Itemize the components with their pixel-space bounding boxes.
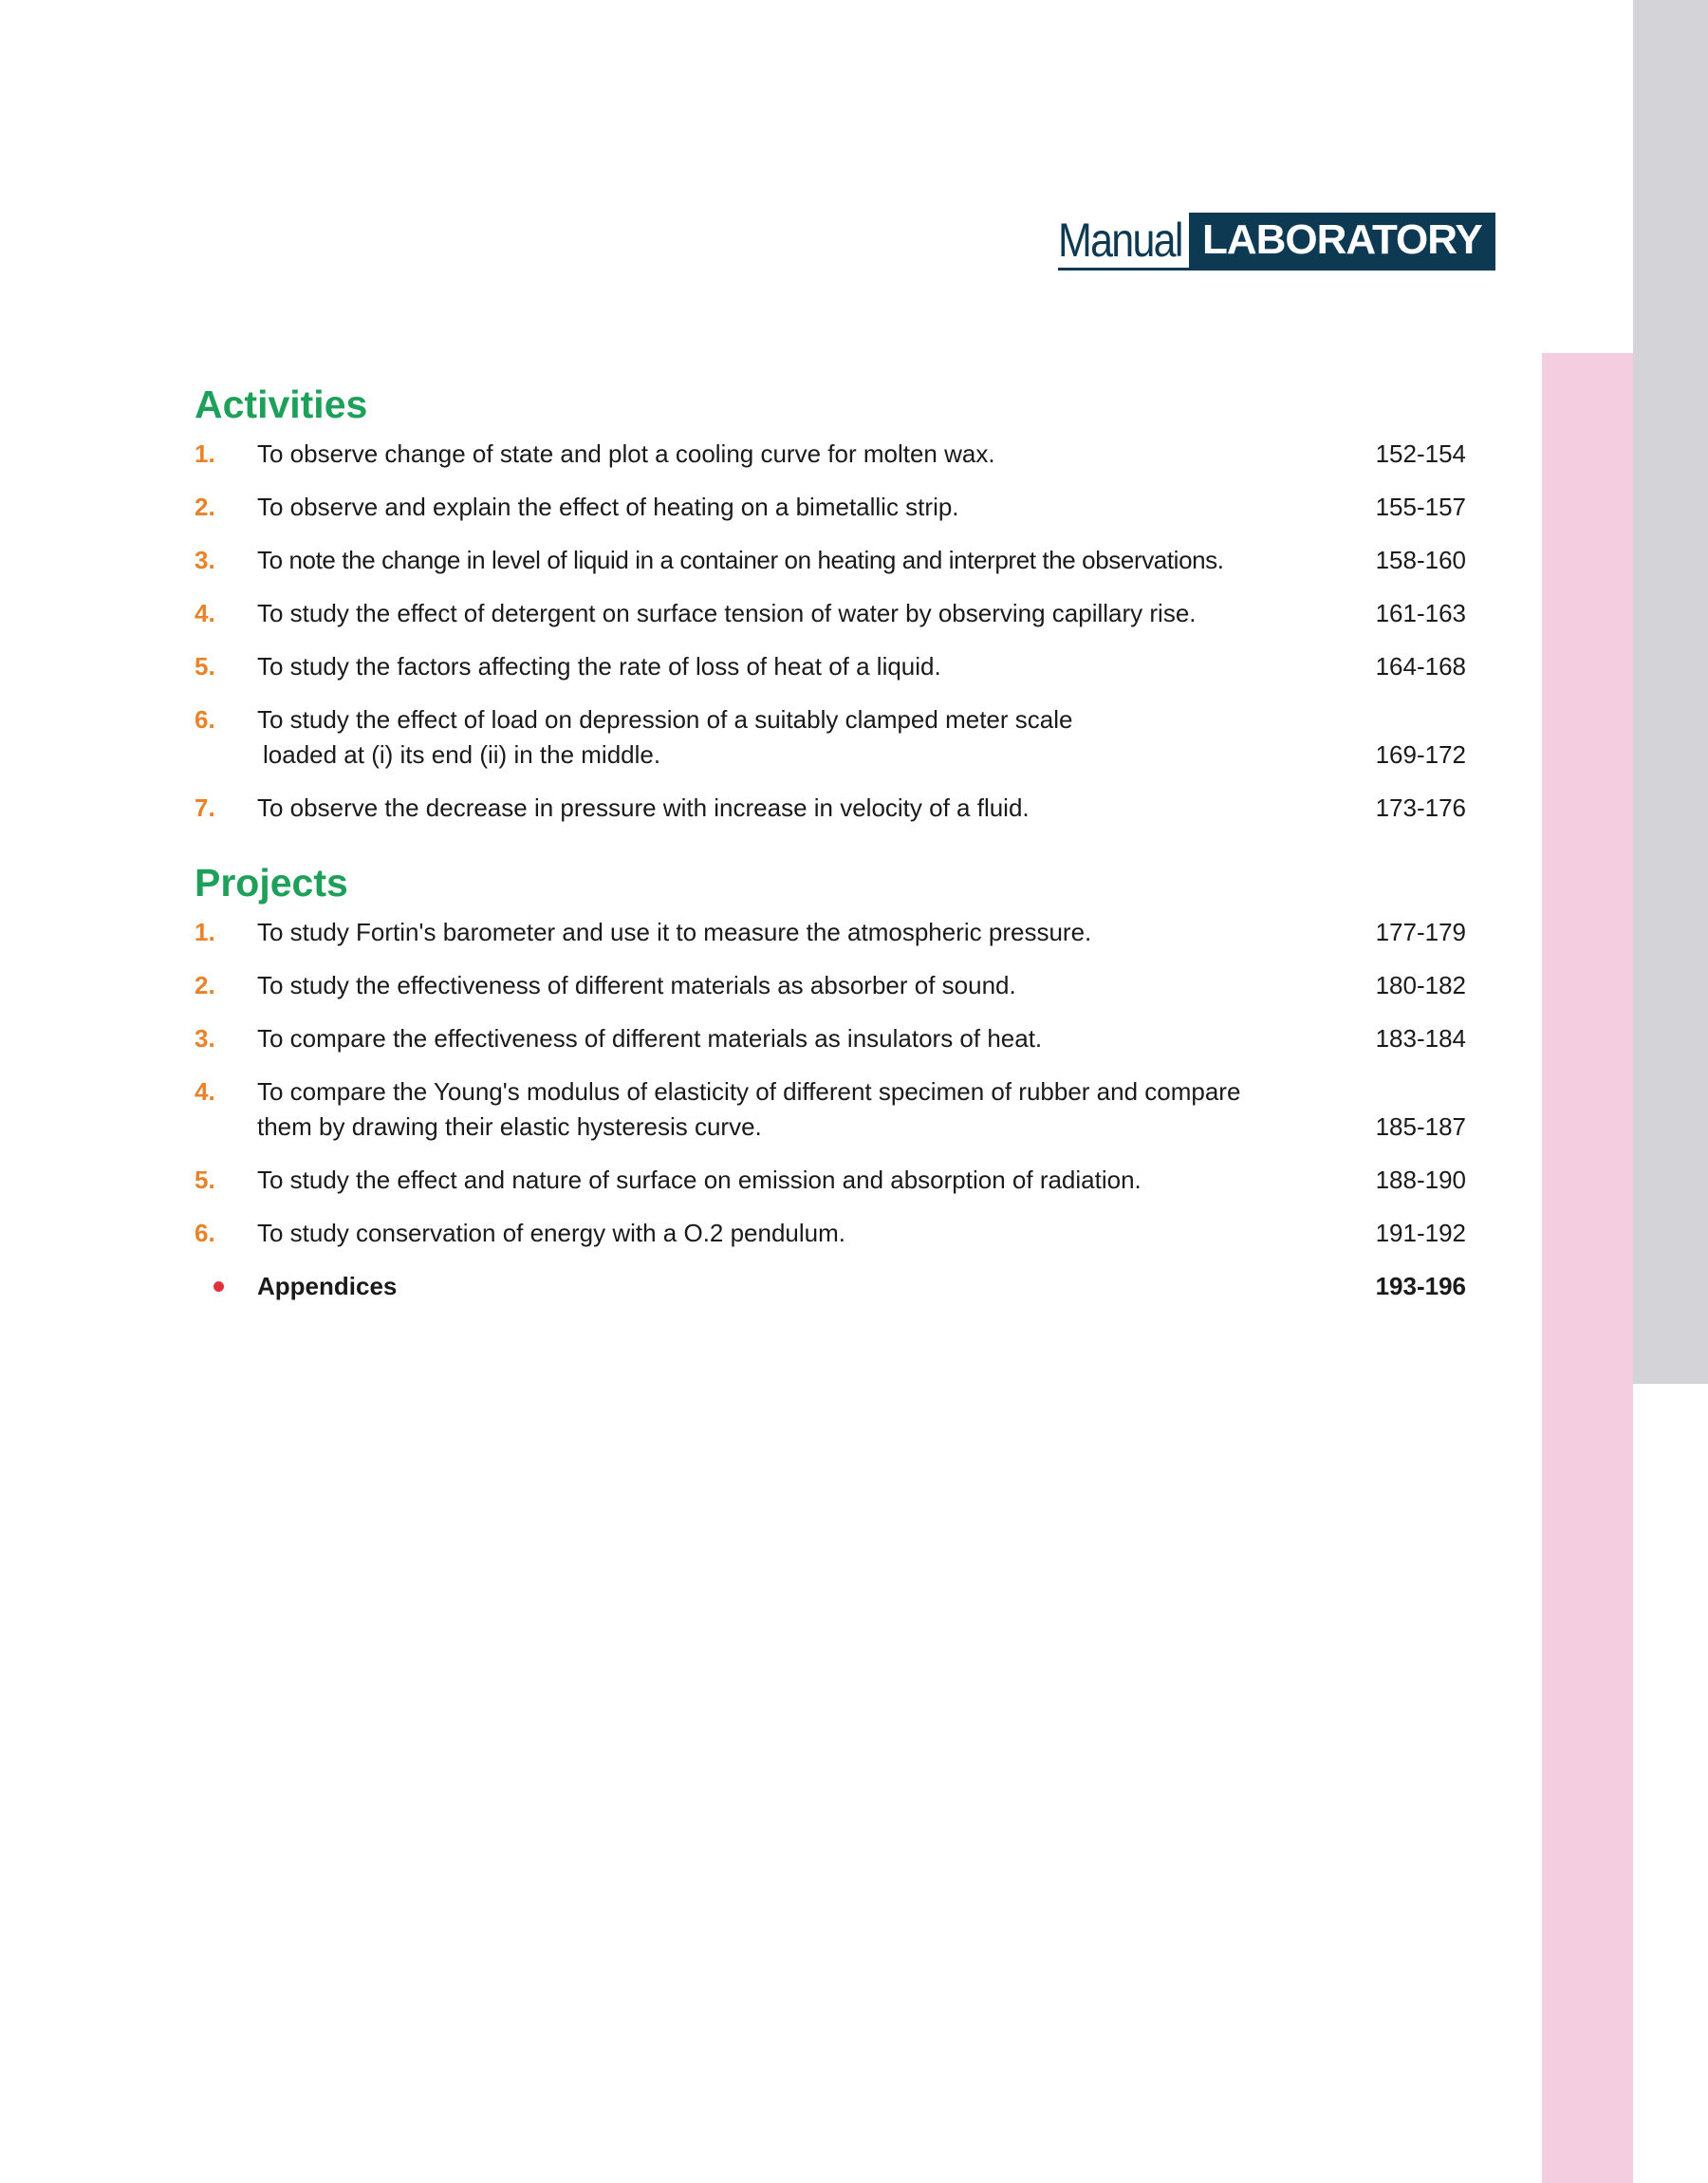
project-text: To compare the Young's modulus of elasticity of different specimen of rubber and compare	[257, 1077, 1241, 1106]
project-row[interactable]	[195, 1163, 1466, 1198]
activity-row[interactable]	[195, 649, 1466, 684]
project-number: 3.	[195, 1024, 215, 1053]
project-pages: 183-184	[1375, 1024, 1466, 1053]
project-pages: 185-187	[1375, 1112, 1466, 1141]
activity-pages: 161-163	[1375, 599, 1466, 627]
project-number: 1.	[195, 918, 215, 946]
activity-row[interactable]	[195, 543, 1466, 578]
appendices-row[interactable]	[195, 1269, 1466, 1304]
activity-pages: 164-168	[1375, 652, 1466, 681]
activity-number: 2.	[195, 493, 215, 521]
activity-text: To study the effect of detergent on surface tension of water by observing capillary rise.	[257, 599, 1197, 627]
activity-pages: 152-154	[1375, 439, 1466, 468]
project-text: To study the effect and nature of surface on emission and absorption of radiation.	[257, 1166, 1142, 1194]
activity-row[interactable]	[195, 702, 1466, 773]
activity-text-block	[257, 702, 1352, 773]
project-row[interactable]	[195, 968, 1466, 1003]
project-pages: 191-192	[1375, 1219, 1466, 1247]
activity-number: 6.	[195, 705, 215, 734]
activity-pages: 173-176	[1375, 793, 1466, 822]
project-pages: 177-179	[1375, 918, 1466, 946]
activity-pages: 169-172	[1375, 740, 1466, 769]
project-pages: 188-190	[1375, 1166, 1466, 1194]
activity-number: 4.	[195, 599, 215, 627]
activity-text: To observe change of state and plot a cooling curve for molten wax.	[257, 439, 995, 468]
project-row[interactable]	[195, 1216, 1466, 1251]
activity-row[interactable]	[195, 490, 1466, 525]
projects-section	[195, 856, 1466, 1304]
project-row[interactable]	[195, 1074, 1466, 1145]
project-row[interactable]	[195, 1021, 1466, 1056]
appendices-pages: 193-196	[1375, 1272, 1466, 1300]
activity-row[interactable]	[195, 791, 1466, 826]
header-word-manual: Manual	[1058, 214, 1182, 267]
project-number: 2.	[195, 971, 215, 999]
project-row[interactable]	[195, 915, 1466, 950]
project-text: To study the effectiveness of different materials as absorber of sound.	[257, 971, 1016, 999]
header-logo	[1058, 213, 1495, 271]
activity-text: To note the change in level of liquid in a container on heating and interpret the observations.	[257, 546, 1224, 574]
header-word-laboratory: LABORATORY	[1189, 213, 1495, 268]
activity-number: 3.	[195, 546, 215, 574]
appendices-text: Appendices	[257, 1272, 398, 1300]
project-text-continued: them by drawing their elastic hysteresis curve.	[257, 1112, 762, 1141]
activities-title: Activities	[195, 382, 368, 426]
activity-row[interactable]	[195, 437, 1466, 472]
project-number: 5.	[195, 1166, 215, 1194]
bullet-icon	[195, 1269, 257, 1304]
activity-text: To study the effect of load on depression of a suitably clamped meter scale	[257, 705, 1073, 734]
side-tab-pink	[1542, 353, 1633, 2183]
projects-title: Projects	[195, 861, 348, 905]
activity-text: To observe and explain the effect of heating on a bimetallic strip.	[257, 493, 959, 521]
project-text-block	[257, 1074, 1352, 1145]
activity-number: 5.	[195, 652, 215, 681]
activity-number: 7.	[195, 793, 215, 822]
project-pages: 180-182	[1375, 971, 1466, 999]
activity-pages: 155-157	[1375, 493, 1466, 521]
project-text: To study conservation of energy with a O.2 pendulum.	[257, 1219, 846, 1247]
project-number: 6.	[195, 1219, 215, 1247]
activity-text: To study the factors affecting the rate of loss of heat of a liquid.	[257, 652, 941, 681]
activity-number: 1.	[195, 439, 215, 468]
project-text: To study Fortin's barometer and use it to measure the atmospheric pressure.	[257, 918, 1092, 946]
project-number: 4.	[195, 1077, 215, 1106]
activity-text: To observe the decrease in pressure with increase in velocity of a fluid.	[257, 793, 1030, 822]
activities-section	[195, 378, 1466, 826]
activity-text-continued: loaded at (i) its end (ii) in the middle.	[263, 740, 661, 769]
activity-pages: 158-160	[1375, 546, 1466, 574]
project-text: To compare the effectiveness of different materials as insulators of heat.	[257, 1024, 1043, 1053]
side-tab-gray	[1633, 0, 1708, 1384]
activity-row[interactable]	[195, 596, 1466, 631]
